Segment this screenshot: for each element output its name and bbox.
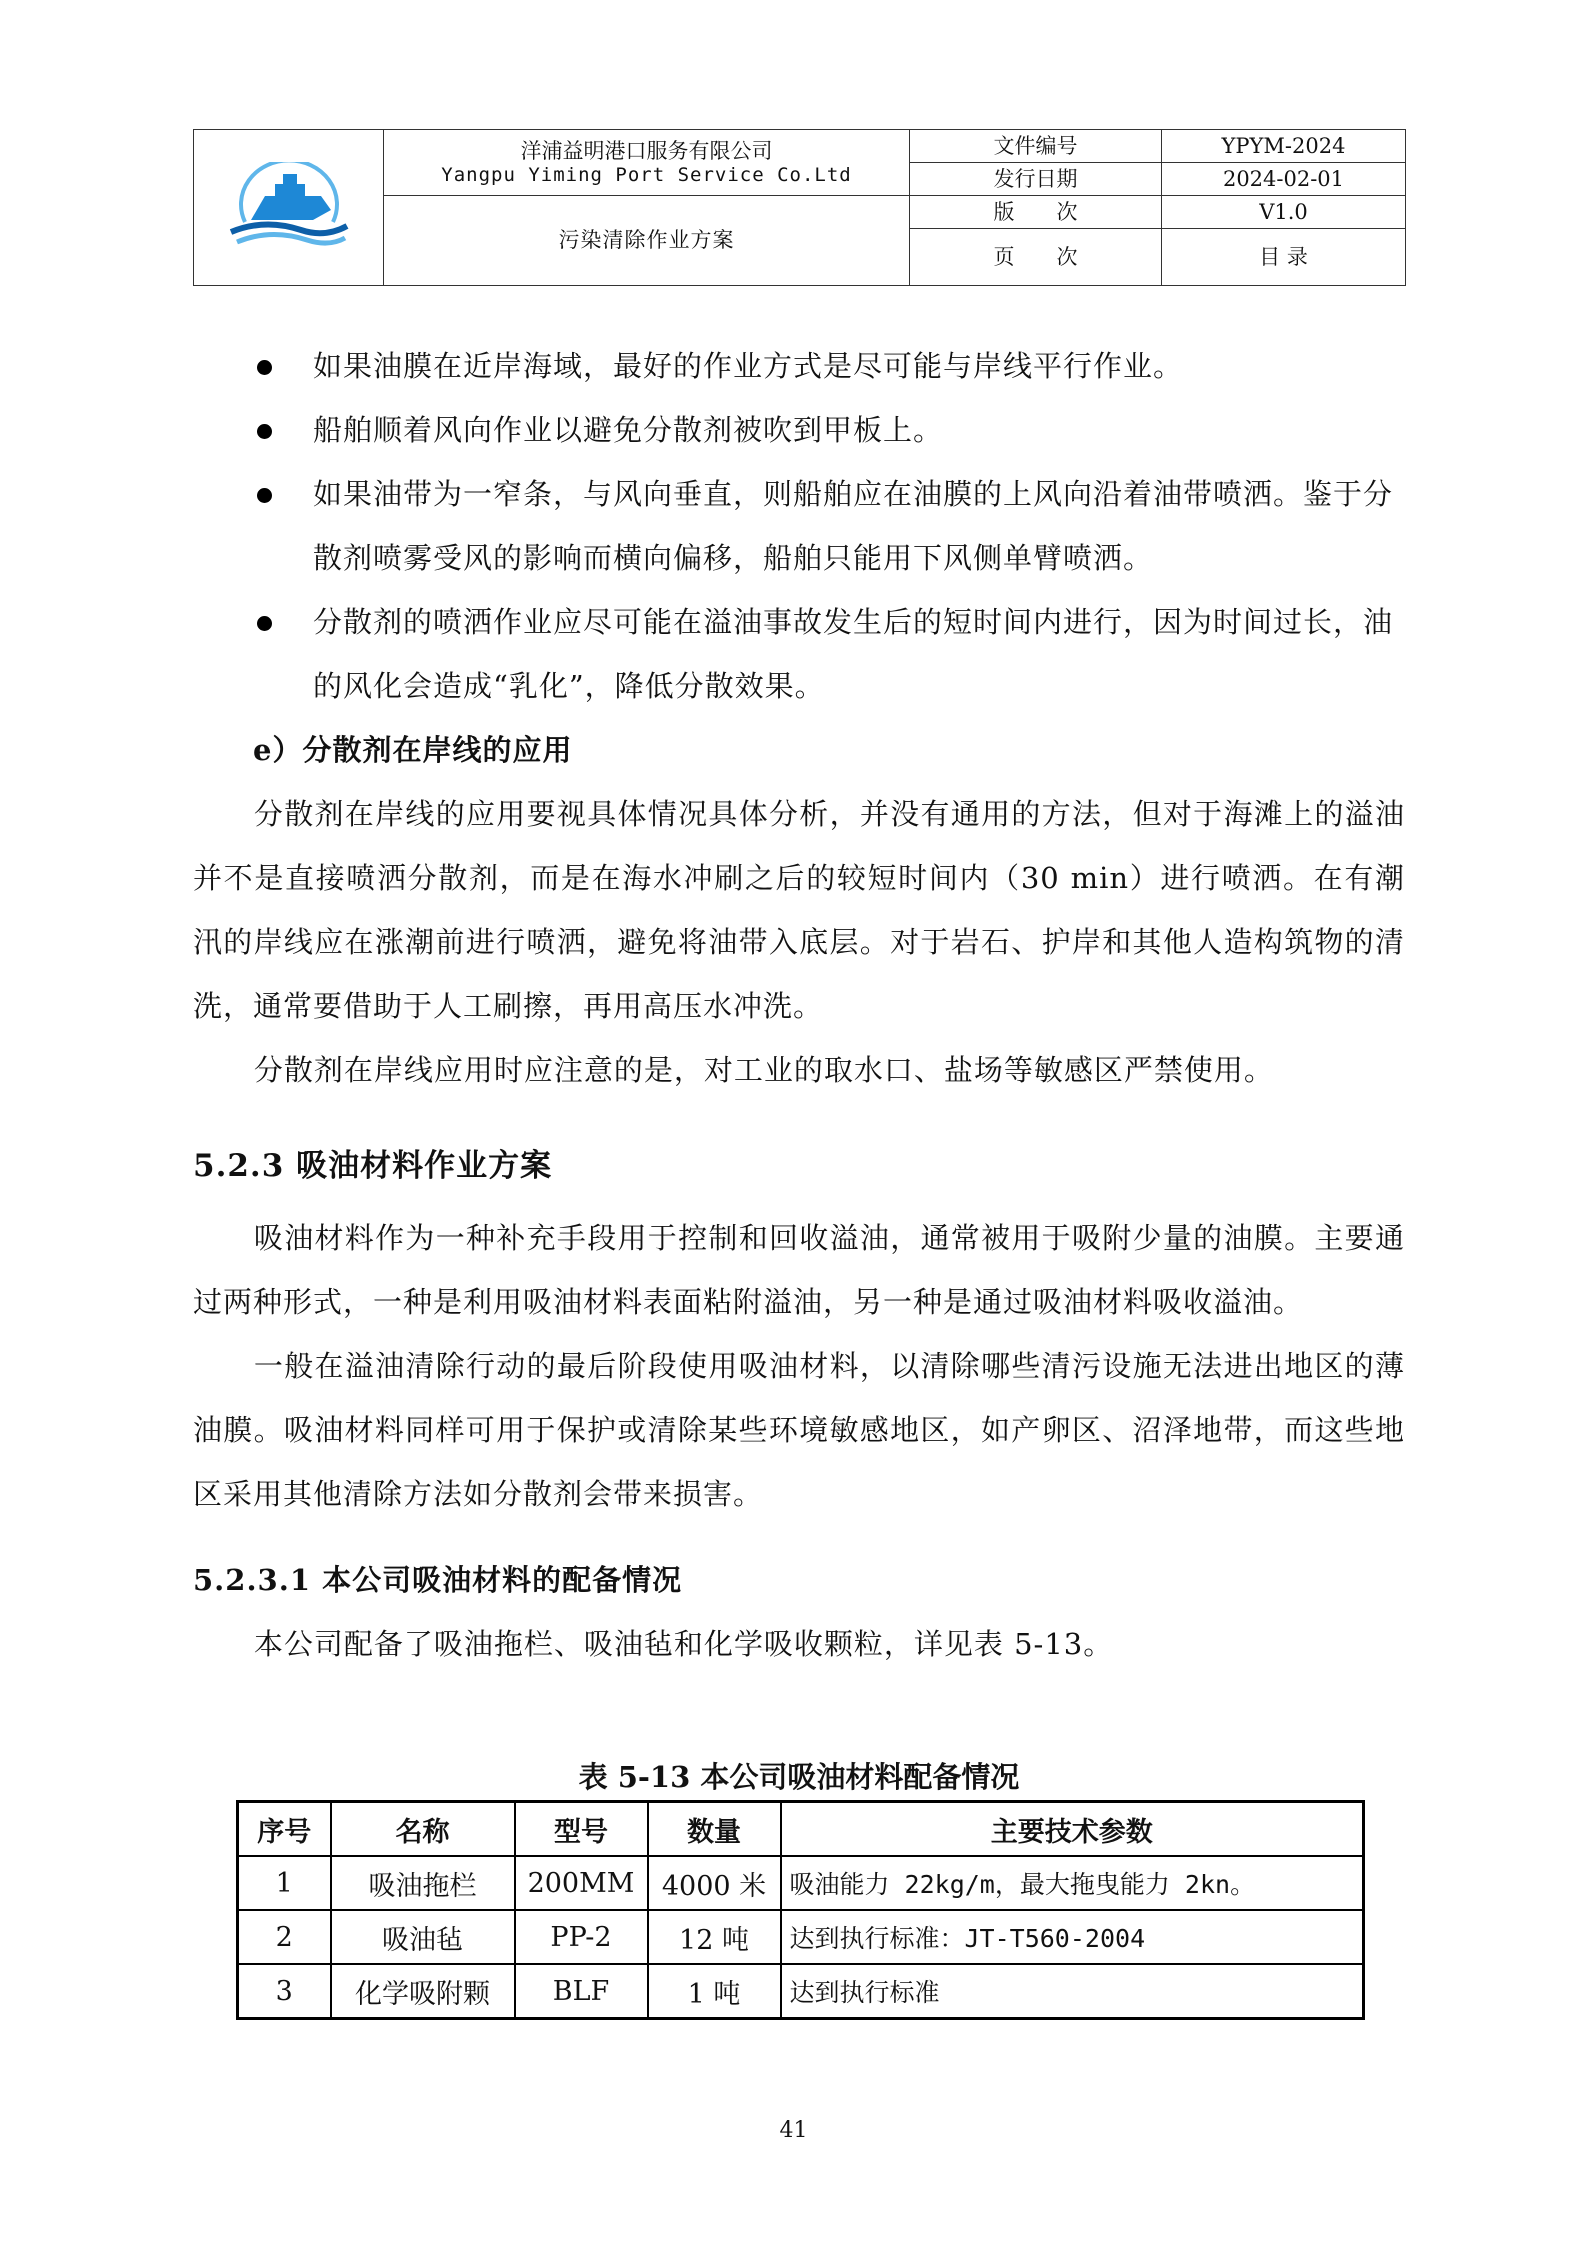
- column-header: 数量: [648, 1802, 781, 1857]
- table-cell: 3: [238, 1964, 331, 2019]
- issue-date-label: 发行日期: [910, 163, 1162, 196]
- company-name-en: Yangpu Yiming Port Service Co.Ltd: [441, 163, 852, 186]
- paragraph: 本公司配备了吸油拖栏、吸油毡和化学吸收颗粒，详见表 5-13。: [253, 1627, 1114, 1661]
- table-caption: 表 5-13 本公司吸油材料配备情况: [578, 1760, 1020, 1794]
- bullet-dot-icon: [257, 616, 272, 631]
- bullet-text: 如果油带为一窄条，与风向垂直，则船舶应在油膜的上风向沿着油带喷洒。鉴于分散剂喷雾受风的影响而横向偏移，船舶只能用下风侧单臂喷洒。: [313, 477, 1394, 575]
- company-name-cn: 洋浦益明港口服务有限公司: [520, 138, 773, 163]
- bullet-text: 船舶顺着风向作业以避免分散剂被吹到甲板上。: [313, 413, 944, 447]
- table-row: [238, 1856, 1364, 1910]
- table-row: [238, 1964, 1364, 2019]
- table-cell: 200MM: [515, 1856, 648, 1910]
- bullet-dot-icon: [257, 424, 272, 439]
- ship-wave-logo-icon: [225, 162, 353, 254]
- table-cell: 1: [238, 1856, 331, 1910]
- table-cell: 12 吨: [648, 1910, 781, 1964]
- table-row: [238, 1910, 1364, 1964]
- table-cell: 吸油毡: [331, 1910, 515, 1964]
- column-header: 主要技术参数: [781, 1802, 1364, 1857]
- bullet-text: 如果油膜在近岸海域，最好的作业方式是尽可能与岸线平行作业。: [313, 349, 1184, 383]
- subsection-e-heading: e）分散剂在岸线的应用: [253, 733, 573, 767]
- subsection-heading: 5.2.3.1 本公司吸油材料的配备情况: [193, 1563, 683, 1597]
- bullet-text: 分散剂的喷洒作业应尽可能在溢油事故发生后的短时间内进行，因为时间过长，油的风化会造成“乳化”，降低分散效果。: [313, 605, 1394, 703]
- subsection-e: [193, 718, 1405, 1102]
- table-cell: BLF: [515, 1964, 648, 2019]
- issue-date-value: 2024-02-01: [1162, 163, 1406, 196]
- paragraph: 一般在溢油清除行动的最后阶段使用吸油材料，以清除哪些清污设施无法进出地区的薄油膜。吸油材料同样可用于保护或清除某些环境敏感地区，如产卵区、沼泽地带，而这些地区采用其他清除方法如分散剂会带来损害。: [193, 1349, 1405, 1511]
- column-header: 名称: [331, 1802, 515, 1857]
- table-cell: 达到执行标准：JT-T560-2004: [781, 1910, 1364, 1964]
- paragraph: 分散剂在岸线的应用要视具体情况具体分析，并没有通用的方法，但对于海滩上的溢油并不是直接喷洒分散剂，而是在海水冲刷之后的较短时间内（30 min）进行喷洒。在有潮汛的岸线应在涨潮前进行喷洒，避免将油带入底层。对于岩石、护岸和其他人造构筑物的清洗，通常要借助于人工刷擦，再用高压水冲洗。: [193, 797, 1405, 1023]
- bullet-list: [193, 334, 1405, 718]
- table-cell: 化学吸附颗: [331, 1964, 515, 2019]
- version-label: 版 次: [910, 196, 1162, 229]
- table-cell: 吸油能力 22kg/m，最大拖曳能力 2kn。: [781, 1856, 1364, 1910]
- page-label: 页 次: [910, 229, 1162, 286]
- table-cell: 4000 米: [648, 1856, 781, 1910]
- table-cell: 达到执行标准: [781, 1964, 1364, 2019]
- bullet-dot-icon: [257, 488, 272, 503]
- document-header: [193, 129, 1406, 286]
- bullet-dot-icon: [257, 360, 272, 375]
- table-header-row: [238, 1802, 1364, 1857]
- section-5231-body: [193, 1612, 1405, 1676]
- page-value: 目 录: [1162, 229, 1406, 286]
- section-heading: 5.2.3 吸油材料作业方案: [193, 1148, 553, 1184]
- list-item: [193, 462, 1405, 590]
- doc-number-label: 文件编号: [910, 130, 1162, 163]
- list-item: [193, 590, 1405, 718]
- column-header: 型号: [515, 1802, 648, 1857]
- section-5231: [193, 1548, 1405, 1612]
- table-cell: 1 吨: [648, 1964, 781, 2019]
- doc-title: 污染清除作业方案: [384, 196, 910, 286]
- company-logo: [194, 130, 384, 286]
- list-item: [193, 398, 1405, 462]
- paragraph: 分散剂在岸线应用时应注意的是，对工业的取水口、盐场等敏感区严禁使用。: [253, 1053, 1274, 1087]
- doc-number-value: YPYM-2024: [1162, 130, 1406, 163]
- list-item: [193, 334, 1405, 398]
- section-523: [193, 1134, 1405, 1198]
- table-cell: 2: [238, 1910, 331, 1964]
- table-cell: PP-2: [515, 1910, 648, 1964]
- paragraph: 吸油材料作为一种补充手段用于控制和回收溢油，通常被用于吸附少量的油膜。主要通过两种形式，一种是利用吸油材料表面粘附溢油，另一种是通过吸油材料吸收溢油。: [193, 1221, 1405, 1319]
- table-cell: 吸油拖栏: [331, 1856, 515, 1910]
- column-header: 序号: [238, 1802, 331, 1857]
- section-523-body: [193, 1206, 1405, 1526]
- materials-table: [236, 1800, 1365, 2020]
- page-number: 41: [779, 2118, 808, 2143]
- company-name-cell: [384, 130, 910, 196]
- version-value: V1.0: [1162, 196, 1406, 229]
